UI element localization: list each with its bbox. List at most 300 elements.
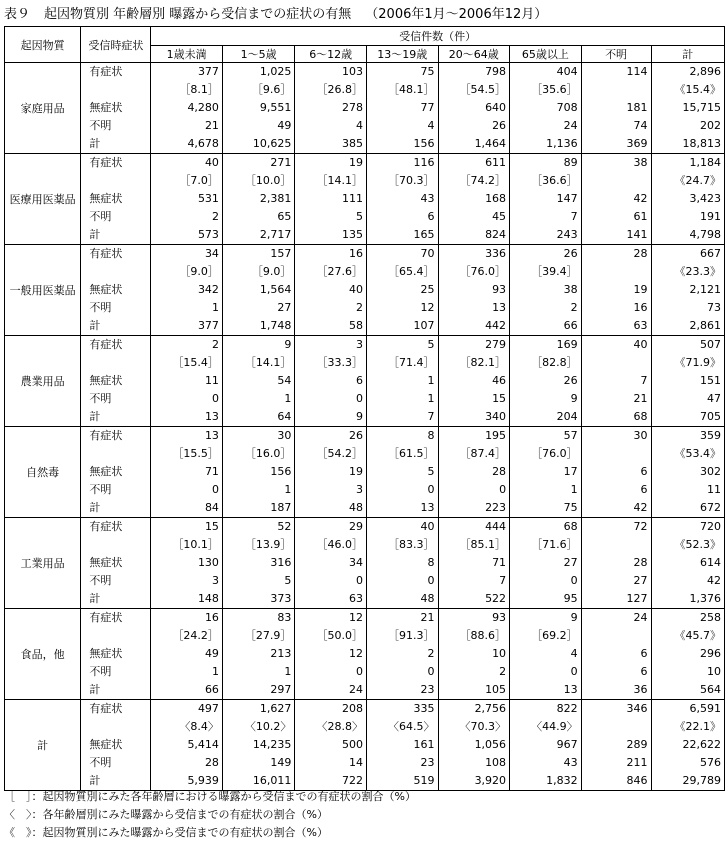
symptom-label: 不明 — [89, 665, 112, 678]
count-value: 720 — [700, 520, 721, 533]
count-value: 13 — [563, 683, 578, 696]
ratio-value: ［69.2］ — [531, 629, 578, 642]
ratio-value: ［15.4］ — [172, 356, 219, 369]
count-value: 8 — [427, 556, 435, 569]
count-value: 1,627 — [259, 702, 292, 715]
count-value: 181 — [626, 101, 648, 114]
count-value: 3 — [355, 338, 363, 351]
count-value: 0 — [355, 574, 363, 587]
count-value: 5 — [427, 338, 435, 351]
count-value: 0 — [499, 483, 507, 496]
count-value: 21 — [204, 119, 219, 132]
count-value: 89 — [563, 156, 578, 169]
value-cell — [438, 154, 510, 245]
symptom-label: 計 — [89, 592, 101, 605]
value-cell — [151, 518, 223, 609]
count-value: 2,121 — [689, 283, 721, 296]
count-value: 15 — [204, 520, 219, 533]
ratio-value: 《23.3》 — [674, 265, 721, 278]
count-value: 116 — [413, 156, 435, 169]
count-value: 26 — [563, 247, 578, 260]
count-value: 497 — [197, 702, 219, 715]
ratio-value: ［14.1］ — [316, 174, 363, 187]
count-value: 108 — [485, 756, 507, 769]
value-cell — [651, 609, 724, 700]
symptom-label: 不明 — [89, 210, 112, 223]
count-value: 19 — [348, 465, 363, 478]
value-cell — [222, 154, 294, 245]
header-age: 6～12歳 — [295, 46, 367, 63]
symptom-label: 有症状 — [89, 338, 123, 351]
ratio-value: ［74.2］ — [459, 174, 507, 187]
count-value: 2 — [499, 665, 507, 678]
ratio-value: 《52.3》 — [674, 538, 721, 551]
symptom-label: 計 — [89, 683, 101, 696]
data-table — [4, 26, 725, 791]
count-value: 6,591 — [689, 702, 721, 715]
value-cell — [295, 245, 367, 336]
count-value: 29,789 — [682, 774, 721, 787]
count-value: 42 — [633, 501, 648, 514]
ratio-value: ［13.9］ — [244, 538, 292, 551]
count-value: 93 — [492, 611, 507, 624]
count-value: 34 — [204, 247, 219, 260]
count-value: 27 — [633, 574, 648, 587]
value-cell — [651, 154, 724, 245]
count-value: 58 — [348, 319, 363, 332]
count-value: 52 — [277, 520, 292, 533]
table-title-main: 起因物質別 年齢層別 曝露から受信までの症状の有無 — [44, 7, 352, 22]
count-value: 302 — [700, 465, 721, 478]
count-value: 27 — [277, 301, 292, 314]
count-value: 130 — [197, 556, 219, 569]
symptom-label: 無症状 — [89, 556, 123, 569]
count-value: 9 — [570, 611, 578, 624]
group-row — [5, 336, 725, 427]
count-value: 57 — [563, 429, 578, 442]
count-value: 195 — [485, 429, 507, 442]
value-cell — [438, 609, 510, 700]
count-value: 404 — [556, 65, 578, 78]
count-value: 2 — [570, 301, 578, 314]
count-value: 24 — [563, 119, 578, 132]
symptom-label: 無症状 — [89, 283, 123, 296]
count-value: 68 — [633, 410, 648, 423]
ratio-value: ［85.1］ — [459, 538, 507, 551]
count-value: 1 — [427, 374, 435, 387]
group-row — [5, 427, 725, 518]
count-value: 27 — [563, 556, 578, 569]
count-value: 71 — [204, 465, 219, 478]
count-value: 1,564 — [259, 283, 292, 296]
ratio-value: ［82.1］ — [459, 356, 507, 369]
value-cell — [295, 336, 367, 427]
symptom-label: 無症状 — [89, 647, 123, 660]
count-value: 16 — [348, 247, 363, 260]
ratio-value — [582, 445, 651, 463]
count-value: 2,756 — [474, 702, 507, 715]
count-value: 26 — [563, 374, 578, 387]
count-value: 640 — [485, 101, 507, 114]
value-cell — [510, 245, 582, 336]
count-value: 13 — [204, 410, 219, 423]
value-cell — [151, 336, 223, 427]
count-value: 61 — [633, 210, 648, 223]
symptom-label: 不明 — [89, 574, 112, 587]
symptom-label: 有症状 — [89, 156, 123, 169]
symptom-labels — [81, 63, 151, 154]
count-value: 18,813 — [682, 137, 721, 150]
substance-label: 工業用品 — [5, 518, 81, 609]
count-value: 15 — [492, 392, 507, 405]
count-value: 2,717 — [259, 228, 292, 241]
count-value: 46 — [492, 374, 507, 387]
count-value: 705 — [700, 410, 721, 423]
count-value: 9 — [284, 338, 292, 351]
value-cell — [222, 700, 294, 791]
symptom-label — [81, 81, 150, 99]
group-row — [5, 700, 725, 791]
count-value: 564 — [700, 683, 721, 696]
symptom-labels — [81, 154, 151, 245]
ratio-value: ［8.1］ — [179, 83, 219, 96]
count-value: 1 — [284, 392, 292, 405]
count-value: 7 — [570, 210, 578, 223]
count-value: 5 — [427, 465, 435, 478]
value-cell — [151, 245, 223, 336]
value-cell — [366, 700, 438, 791]
count-value: 0 — [570, 574, 578, 587]
count-value: 576 — [700, 756, 721, 769]
ratio-value — [582, 718, 651, 736]
value-cell — [295, 63, 367, 154]
symptom-label: 計 — [89, 410, 101, 423]
count-value: 169 — [556, 338, 578, 351]
count-value: 63 — [633, 319, 648, 332]
count-value: 21 — [420, 611, 435, 624]
symptom-label: 無症状 — [89, 738, 123, 751]
group-row — [5, 63, 725, 154]
count-value: 722 — [341, 774, 363, 787]
count-value: 16 — [204, 611, 219, 624]
table-number: 表９ — [4, 7, 31, 22]
count-value: 1 — [427, 392, 435, 405]
count-value: 3 — [355, 483, 363, 496]
ratio-value: ［61.5］ — [388, 447, 435, 460]
value-cell — [366, 154, 438, 245]
substance-label: 食品，他 — [5, 609, 81, 700]
count-value: 73 — [707, 301, 721, 314]
count-value: 15,715 — [682, 101, 721, 114]
count-value: 40 — [420, 520, 435, 533]
count-value: 45 — [492, 210, 507, 223]
symptom-label: 不明 — [89, 756, 112, 769]
count-value: 243 — [556, 228, 578, 241]
header-symptom: 受信時症状 — [81, 27, 151, 63]
count-value: 93 — [492, 283, 507, 296]
ratio-value: ［76.0］ — [459, 265, 507, 278]
value-cell — [651, 245, 724, 336]
count-value: 5,939 — [187, 774, 219, 787]
count-value: 824 — [485, 228, 507, 241]
count-value: 65 — [277, 210, 292, 223]
count-value: 1,376 — [689, 592, 721, 605]
count-value: 340 — [485, 410, 507, 423]
symptom-label: 有症状 — [89, 611, 123, 624]
value-cell — [295, 609, 367, 700]
count-value: 4,678 — [187, 137, 219, 150]
count-value: 148 — [197, 592, 219, 605]
symptom-label: 計 — [89, 501, 101, 514]
count-value: 6 — [640, 665, 648, 678]
count-value: 385 — [341, 137, 363, 150]
count-value: 22,622 — [682, 738, 721, 751]
count-value: 63 — [348, 592, 363, 605]
value-cell — [581, 63, 651, 154]
count-value: 2 — [355, 301, 363, 314]
value-cell — [581, 518, 651, 609]
value-cell — [651, 336, 724, 427]
ratio-value: 〈70.3〉 — [459, 720, 507, 733]
count-value: 75 — [420, 65, 435, 78]
value-cell — [510, 518, 582, 609]
count-value: 28 — [492, 465, 507, 478]
footnote: ［ ］：起因物質別にみた各年齢層における曝露から受信までの有症状の割合（%） — [4, 790, 416, 803]
count-value: 19 — [348, 156, 363, 169]
count-value: 614 — [700, 556, 721, 569]
count-value: 83 — [277, 611, 292, 624]
ratio-value: 〈8.4〉 — [179, 720, 219, 733]
count-value: 36 — [633, 683, 648, 696]
symptom-labels — [81, 700, 151, 791]
ratio-value: 〈44.9〉 — [531, 720, 578, 733]
value-cell — [222, 427, 294, 518]
count-value: 127 — [626, 592, 648, 605]
value-cell — [510, 154, 582, 245]
count-value: 6 — [427, 210, 435, 223]
value-cell — [651, 518, 724, 609]
ratio-value: ［54.5］ — [459, 83, 507, 96]
value-cell — [651, 700, 724, 791]
count-value: 16,011 — [252, 774, 292, 787]
group-row — [5, 245, 725, 336]
count-value: 2,381 — [259, 192, 292, 205]
count-value: 43 — [420, 192, 435, 205]
header-age: 1歳未満 — [151, 46, 223, 63]
count-value: 278 — [341, 101, 363, 114]
count-value: 28 — [204, 756, 219, 769]
ratio-value: ［10.0］ — [244, 174, 292, 187]
ratio-value — [582, 536, 651, 554]
count-value: 223 — [485, 501, 507, 514]
count-value: 359 — [700, 429, 721, 442]
value-cell — [366, 63, 438, 154]
value-cell — [295, 427, 367, 518]
ratio-value: ［54.2］ — [316, 447, 363, 460]
count-value: 1 — [570, 483, 578, 496]
ratio-value: 〈28.8〉 — [316, 720, 363, 733]
value-cell — [222, 609, 294, 700]
footnote: 〈 〉：各年齢層別にみた曝露から受信までの有症状の割合（%） — [4, 808, 328, 821]
value-cell — [366, 336, 438, 427]
symptom-labels — [81, 427, 151, 518]
value-cell — [581, 245, 651, 336]
count-value: 95 — [563, 592, 578, 605]
header-age: 計 — [651, 46, 724, 63]
count-value: 9,551 — [259, 101, 292, 114]
count-value: 296 — [700, 647, 721, 660]
count-value: 156 — [270, 465, 292, 478]
count-value: 4 — [427, 119, 435, 132]
count-value: 1 — [284, 483, 292, 496]
count-value: 7 — [640, 374, 648, 387]
count-value: 667 — [700, 247, 721, 260]
ratio-value: ［76.0］ — [531, 447, 578, 460]
count-value: 14,235 — [252, 738, 292, 751]
value-cell — [651, 63, 724, 154]
count-value: 204 — [556, 410, 578, 423]
ratio-value — [582, 627, 651, 645]
count-value: 531 — [197, 192, 219, 205]
count-value: 49 — [204, 647, 219, 660]
count-value: 4,280 — [187, 101, 219, 114]
count-value: 0 — [355, 665, 363, 678]
count-value: 23 — [420, 756, 435, 769]
count-value: 21 — [633, 392, 648, 405]
count-value: 9 — [570, 392, 578, 405]
count-value: 64 — [277, 410, 292, 423]
header-age: 20～64歳 — [438, 46, 510, 63]
count-value: 3 — [211, 574, 219, 587]
count-value: 6 — [640, 647, 648, 660]
count-value: 1 — [211, 301, 219, 314]
count-value: 168 — [485, 192, 507, 205]
count-value: 30 — [633, 429, 648, 442]
count-value: 7 — [499, 574, 507, 587]
count-value: 5 — [355, 210, 363, 223]
symptom-label: 有症状 — [89, 520, 123, 533]
symptom-label — [81, 445, 150, 463]
ratio-value: ［70.3］ — [388, 174, 435, 187]
ratio-value: 《53.4》 — [674, 447, 721, 460]
ratio-value — [582, 172, 651, 190]
count-value: 10 — [492, 647, 507, 660]
count-value: 107 — [413, 319, 435, 332]
value-cell — [222, 245, 294, 336]
count-value: 75 — [563, 501, 578, 514]
count-value: 135 — [341, 228, 363, 241]
ratio-value: 《22.1》 — [674, 720, 721, 733]
header-age: 不明 — [581, 46, 651, 63]
ratio-value — [582, 263, 651, 281]
value-cell — [222, 63, 294, 154]
count-value: 6 — [355, 374, 363, 387]
count-value: 12 — [348, 647, 363, 660]
ratio-value: ［71.6］ — [531, 538, 578, 551]
symptom-label: 無症状 — [89, 374, 123, 387]
count-value: 967 — [556, 738, 578, 751]
count-value: 444 — [485, 520, 507, 533]
count-value: 16 — [633, 301, 648, 314]
count-value: 48 — [348, 501, 363, 514]
count-value: 13 — [204, 429, 219, 442]
count-value: 8 — [427, 429, 435, 442]
footnotes — [4, 788, 416, 842]
symptom-label: 有症状 — [89, 702, 123, 715]
count-value: 271 — [270, 156, 292, 169]
count-value: 1 — [284, 665, 292, 678]
count-value: 156 — [413, 137, 435, 150]
ratio-value: ［88.6］ — [459, 629, 507, 642]
count-value: 25 — [420, 283, 435, 296]
count-value: 43 — [563, 756, 578, 769]
value-cell — [581, 700, 651, 791]
count-value: 17 — [563, 465, 578, 478]
count-value: 38 — [633, 156, 648, 169]
count-value: 40 — [348, 283, 363, 296]
count-value: 9 — [355, 410, 363, 423]
value-cell — [510, 336, 582, 427]
value-cell — [581, 336, 651, 427]
value-cell — [510, 700, 582, 791]
count-value: 28 — [633, 556, 648, 569]
value-cell — [438, 63, 510, 154]
count-value: 24 — [348, 683, 363, 696]
count-value: 336 — [485, 247, 507, 260]
ratio-value — [582, 354, 651, 372]
ratio-value: ［24.2］ — [172, 629, 219, 642]
ratio-value: ［15.5］ — [172, 447, 219, 460]
count-value: 13 — [492, 301, 507, 314]
count-value: 66 — [563, 319, 578, 332]
symptom-labels — [81, 336, 151, 427]
count-value: 519 — [413, 774, 435, 787]
count-value: 72 — [633, 520, 648, 533]
count-value: 66 — [204, 683, 219, 696]
count-value: 111 — [341, 192, 363, 205]
count-value: 0 — [427, 483, 435, 496]
ratio-value: ［33.3］ — [316, 356, 363, 369]
count-value: 103 — [341, 65, 363, 78]
ratio-value: ［83.3］ — [388, 538, 435, 551]
count-value: 6 — [640, 465, 648, 478]
ratio-value: 《15.4》 — [674, 83, 721, 96]
count-value: 48 — [420, 592, 435, 605]
value-cell — [366, 609, 438, 700]
count-value: 4,798 — [689, 228, 721, 241]
count-value: 5 — [284, 574, 292, 587]
count-value: 13 — [420, 501, 435, 514]
symptom-label: 有症状 — [89, 429, 123, 442]
count-value: 2 — [211, 338, 219, 351]
count-value: 71 — [492, 556, 507, 569]
count-value: 47 — [707, 392, 721, 405]
count-value: 373 — [270, 592, 292, 605]
symptom-label — [81, 627, 150, 645]
count-value: 211 — [626, 756, 648, 769]
ratio-value — [582, 81, 651, 99]
count-value: 10,625 — [252, 137, 292, 150]
count-value: 191 — [700, 210, 721, 223]
count-value: 500 — [341, 738, 363, 751]
substance-label: 自然毒 — [5, 427, 81, 518]
count-value: 11 — [707, 483, 721, 496]
count-value: 165 — [413, 228, 435, 241]
count-value: 1,832 — [546, 774, 578, 787]
count-value: 822 — [556, 702, 578, 715]
ratio-value: ［27.9］ — [244, 629, 292, 642]
count-value: 0 — [427, 574, 435, 587]
